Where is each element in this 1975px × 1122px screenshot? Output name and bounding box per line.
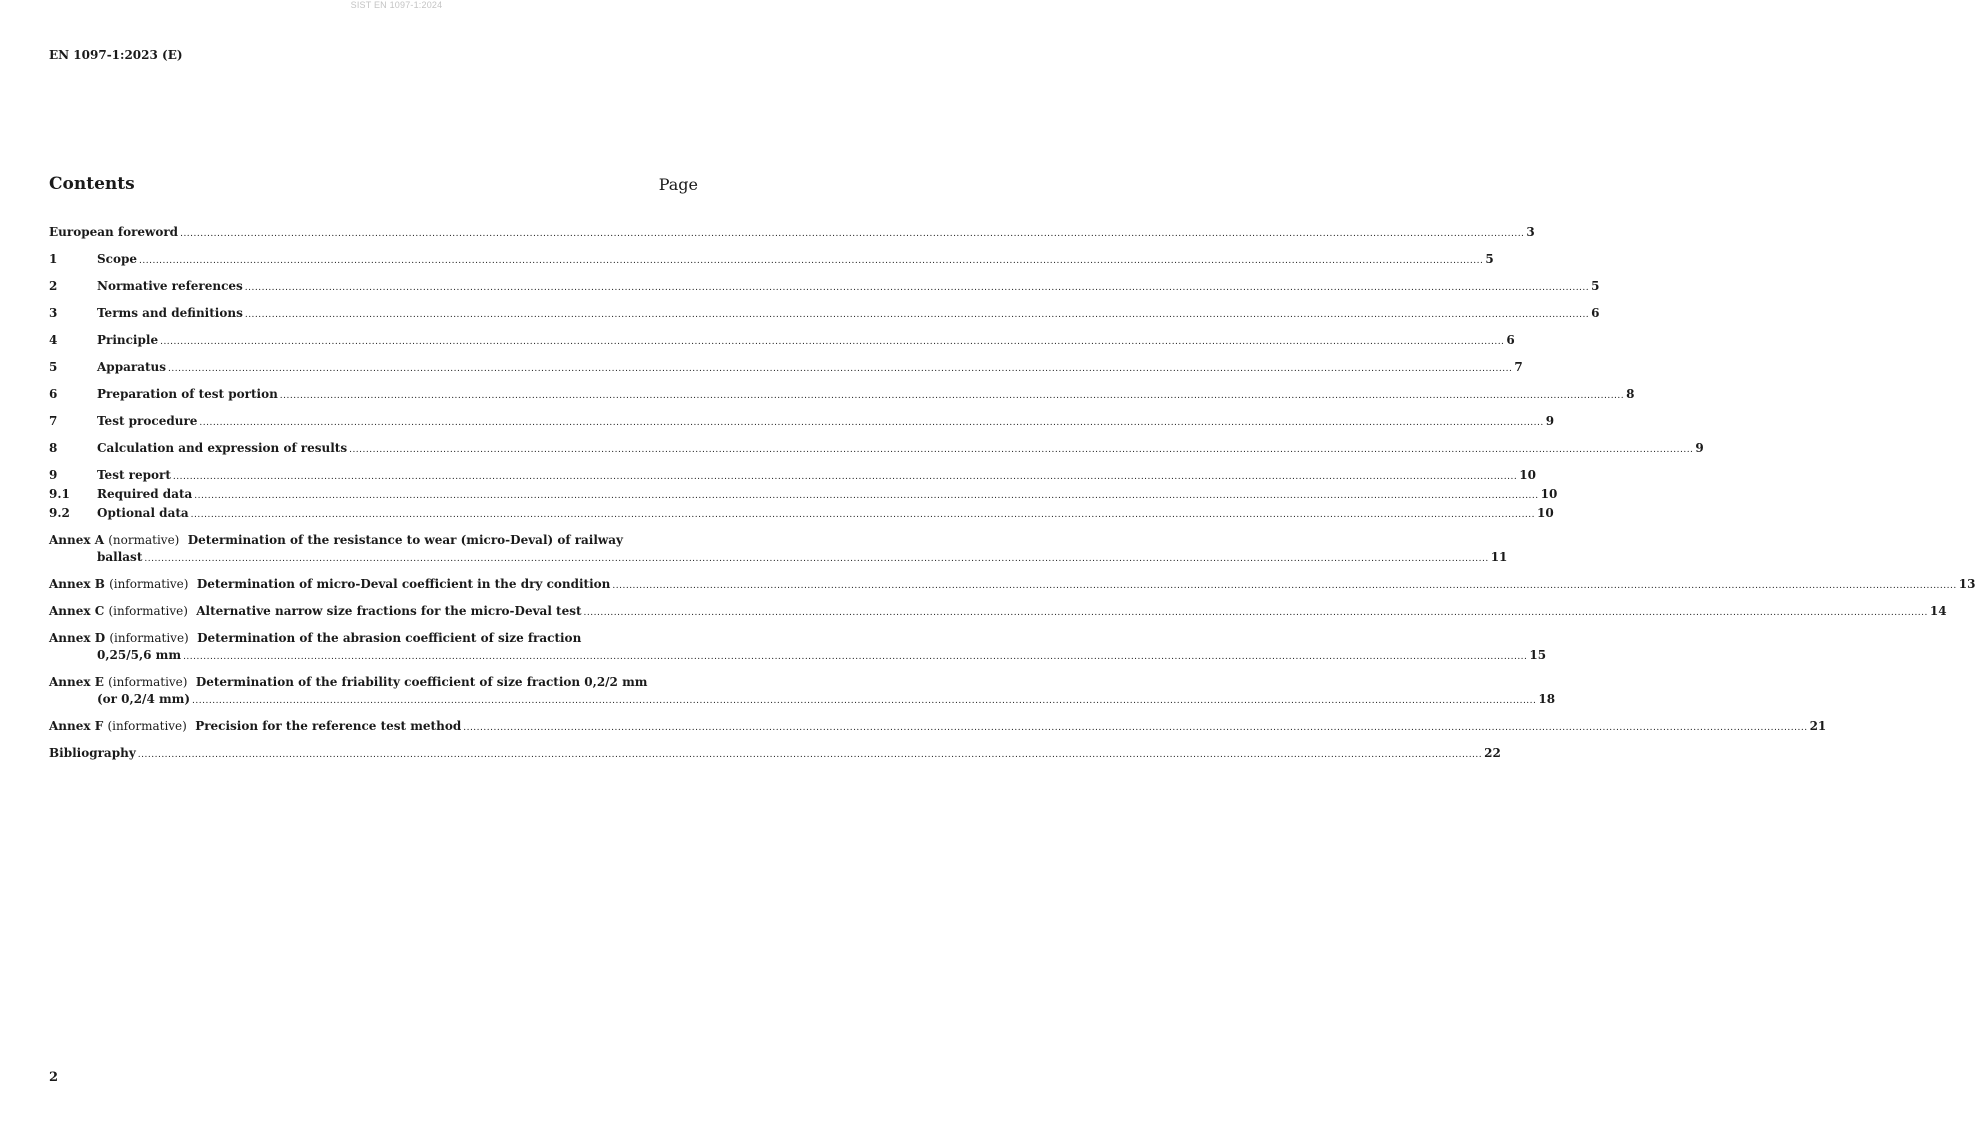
- annex-type: (informative): [108, 604, 188, 618]
- toc-entry-number: 4: [49, 333, 58, 347]
- toc-entry-number: 6: [49, 387, 58, 401]
- toc-entry-label: Optional data: [97, 506, 189, 520]
- toc-entry-page: 15: [1529, 648, 1547, 662]
- leader-dots: ................................................................................................................................................................................................................................................................................................................................................................................................................: [190, 510, 1536, 520]
- toc-entry-label: European foreword: [49, 225, 179, 239]
- page-column-label: Page: [658, 175, 698, 194]
- toc-entry-annex-e[interactable]: [49, 674, 1556, 710]
- toc-entry-required-data[interactable]: [49, 486, 1558, 505]
- watermark: SIST EN 1097-1:2024: [350, 0, 443, 10]
- leader-dots: ................................................................................................................................................................................................................................................................................................................................................................................................................: [612, 581, 1957, 591]
- annex-title-line2: (or 0,2/4 mm): [97, 692, 191, 706]
- toc-entry-page: 6: [1506, 333, 1515, 347]
- toc-entry-page: 6: [1591, 306, 1600, 320]
- toc-entry-label: Test report: [97, 468, 171, 482]
- annex-label: Annex E: [49, 675, 104, 689]
- leader-dots: ................................................................................................................................................................................................................................................................................................................................................................................................................: [192, 696, 1537, 706]
- toc-entry-number: 1: [49, 252, 58, 266]
- toc-entry-label: Apparatus: [97, 360, 166, 374]
- annex-title: Alternative narrow size fractions for the micro-Deval test: [196, 604, 582, 618]
- toc-entry-annex-d[interactable]: [49, 630, 1547, 666]
- leader-dots: ................................................................................................................................................................................................................................................................................................................................................................................................................: [139, 256, 1484, 266]
- toc-entry-annex-f[interactable]: [49, 718, 1827, 737]
- annex-label: Annex A: [49, 533, 105, 547]
- table-of-contents: [49, 224, 1975, 764]
- leader-dots: ................................................................................................................................................................................................................................................................................................................................................................................................................: [160, 337, 1505, 347]
- toc-entry-apparatus[interactable]: [49, 359, 1523, 378]
- leader-dots: ................................................................................................................................................................................................................................................................................................................................................................................................................: [180, 229, 1525, 239]
- toc-entry-page: 10: [1519, 468, 1536, 482]
- toc-entry-number: 3: [49, 306, 58, 320]
- toc-entry-bibliography[interactable]: [49, 745, 1501, 764]
- toc-entry-page: 18: [1538, 692, 1556, 706]
- toc-entry-page: 9: [1695, 441, 1704, 455]
- leader-dots: ................................................................................................................................................................................................................................................................................................................................................................................................................: [137, 750, 1483, 760]
- leader-dots: ................................................................................................................................................................................................................................................................................................................................................................................................................: [199, 418, 1544, 428]
- toc-entry-label: Scope: [97, 252, 138, 266]
- annex-label: Annex D: [49, 631, 106, 645]
- leader-dots: ................................................................................................................................................................................................................................................................................................................................................................................................................: [168, 364, 1513, 374]
- toc-entry-page: 3: [1526, 225, 1535, 239]
- annex-type: (normative): [108, 533, 180, 547]
- annex-title-line1: Determination of the friability coefficient of size fraction 0,2/2 mm: [195, 675, 648, 689]
- toc-entry-principle[interactable]: [49, 332, 1515, 351]
- leader-dots: ................................................................................................................................................................................................................................................................................................................................................................................................................: [172, 472, 1518, 482]
- toc-entry-page: 5: [1485, 252, 1494, 266]
- toc-entry-page: 13: [1958, 577, 1975, 591]
- toc-entry-page: 22: [1484, 746, 1501, 760]
- leader-dots: ................................................................................................................................................................................................................................................................................................................................................................................................................: [144, 554, 1489, 564]
- toc-entry-number: 9: [49, 468, 58, 482]
- annex-title-line1: Determination of the resistance to wear (micro-Deval) of railway: [187, 533, 624, 547]
- annex-type: (informative): [108, 675, 188, 689]
- toc-entry-annex-b[interactable]: [49, 576, 1975, 595]
- annex-title-line2: 0,25/5,6 mm: [97, 648, 182, 662]
- leader-dots: ................................................................................................................................................................................................................................................................................................................................................................................................................: [183, 652, 1528, 662]
- toc-entry-page: 10: [1537, 506, 1554, 520]
- toc-entry-foreword[interactable]: [49, 224, 1535, 243]
- annex-title-line2: ballast: [97, 550, 143, 564]
- toc-entry-label: Normative references: [97, 279, 243, 293]
- toc-entry-label: Test procedure: [97, 414, 198, 428]
- toc-entry-label: Bibliography: [49, 746, 136, 760]
- toc-entry-page: 10: [1540, 487, 1558, 501]
- toc-entry-page: 5: [1591, 279, 1600, 293]
- page-number: 2: [49, 1070, 59, 1085]
- leader-dots: ................................................................................................................................................................................................................................................................................................................................................................................................................: [349, 445, 1694, 455]
- toc-entry-terms-definitions[interactable]: [49, 305, 1600, 324]
- toc-entry-label: Preparation of test portion: [97, 387, 278, 401]
- document-id: EN 1097-1:2023 (E): [49, 48, 183, 62]
- toc-entry-scope[interactable]: [49, 251, 1494, 270]
- toc-entry-optional-data[interactable]: [49, 505, 1554, 524]
- toc-entry-number: 8: [49, 441, 58, 455]
- toc-entry-label: Principle: [97, 333, 159, 347]
- toc-entry-preparation[interactable]: [49, 386, 1635, 405]
- toc-entry-page: 21: [1809, 719, 1827, 733]
- toc-entry-normative-references[interactable]: [49, 278, 1600, 297]
- toc-entry-page: 9: [1545, 414, 1555, 428]
- annex-label: Annex B: [49, 577, 105, 591]
- toc-entry-page: 11: [1490, 550, 1508, 564]
- toc-entry-test-procedure[interactable]: [49, 413, 1555, 432]
- toc-entry-number: 7: [49, 414, 58, 428]
- toc-entry-number: 5: [49, 360, 58, 374]
- toc-entry-annex-a[interactable]: [49, 532, 1508, 568]
- toc-entry-test-report[interactable]: [49, 467, 1536, 486]
- toc-entry-number: 9.1: [49, 487, 70, 501]
- leader-dots: ................................................................................................................................................................................................................................................................................................................................................................................................................: [244, 310, 1590, 320]
- annex-label: Annex F: [49, 719, 104, 733]
- toc-entry-label: Calculation and expression of results: [97, 441, 348, 455]
- contents-heading: Contents: [49, 174, 135, 194]
- toc-entry-number: 2: [49, 279, 58, 293]
- toc-entry-annex-c[interactable]: [49, 603, 1947, 622]
- toc-entry-label: Required data: [97, 487, 193, 501]
- annex-type: (informative): [109, 631, 189, 645]
- annex-type: (informative): [109, 577, 189, 591]
- toc-entry-page: 7: [1514, 360, 1523, 374]
- leader-dots: ................................................................................................................................................................................................................................................................................................................................................................................................................: [279, 391, 1625, 401]
- toc-entry-number: 9.2: [49, 506, 70, 520]
- annex-title: Precision for the reference test method: [195, 719, 462, 733]
- leader-dots: ................................................................................................................................................................................................................................................................................................................................................................................................................: [463, 723, 1808, 733]
- toc-entry-calculation[interactable]: [49, 440, 1704, 459]
- toc-entry-label: Terms and definitions: [97, 306, 243, 320]
- toc-entry-page: 8: [1626, 387, 1635, 401]
- annex-title-line1: Determination of the abrasion coefficient of size fraction: [197, 631, 582, 645]
- toc-entry-page: 14: [1929, 604, 1947, 618]
- leader-dots: ................................................................................................................................................................................................................................................................................................................................................................................................................: [583, 608, 1928, 618]
- leader-dots: ................................................................................................................................................................................................................................................................................................................................................................................................................: [244, 283, 1590, 293]
- annex-label: Annex C: [49, 604, 105, 618]
- leader-dots: ................................................................................................................................................................................................................................................................................................................................................................................................................: [194, 491, 1539, 501]
- annex-type: (informative): [107, 719, 187, 733]
- annex-title: Determination of micro-Deval coefficient in the dry condition: [196, 577, 611, 591]
